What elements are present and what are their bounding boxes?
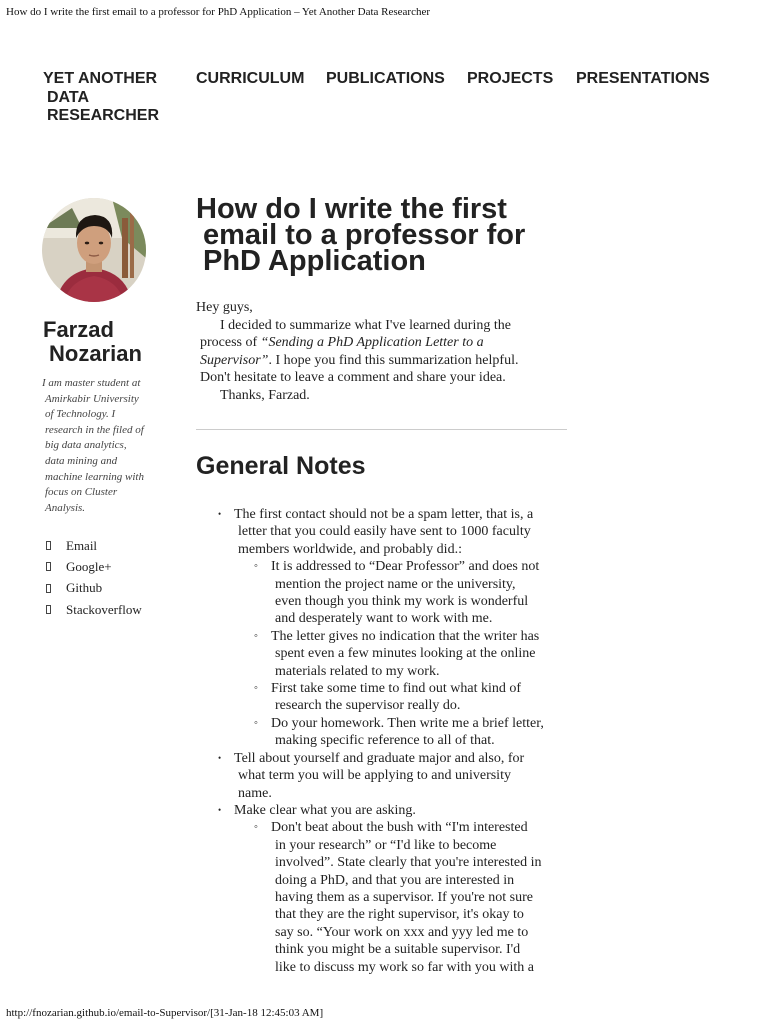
list-item-line: what term you will be applying to and university <box>238 768 511 784</box>
bullet-icon: • <box>218 752 222 763</box>
sub-list-item-line: spent even a few minutes looking at the online <box>275 646 536 662</box>
author-name-line: Nozarian <box>49 341 142 366</box>
sub-list-item-line: Don't beat about the bush with “I'm interested <box>271 820 528 836</box>
list-item-line: The first contact should not be a spam letter, that is, a <box>234 507 534 522</box>
sub-list-item-line: like to discuss my work so far with you with a <box>275 959 534 975</box>
print-header: How do I write the first email to a professor for PhD Application – Yet Another Data Researcher <box>6 6 431 18</box>
author-link-github <box>46 578 142 599</box>
google-plus-icon <box>46 562 51 571</box>
post-title <box>196 193 556 277</box>
sub-list-item-line: in your research” or “I'd like to become <box>275 837 497 853</box>
sub-list-item <box>215 628 575 680</box>
author-bio-line: big data analytics, <box>45 439 127 452</box>
avatar-photo <box>42 198 146 302</box>
author-bio-line: Analysis. <box>45 501 86 514</box>
author-bio-line: I am master student at <box>42 377 141 389</box>
author-bio-line: research in the filed of <box>45 423 144 436</box>
github-link[interactable]: Github <box>66 580 103 596</box>
stackoverflow-link[interactable]: Stackoverflow <box>66 601 142 617</box>
list-item-line: name. <box>238 785 272 801</box>
author-links <box>46 535 142 620</box>
author-name <box>43 318 173 366</box>
circle-bullet-icon: ◦ <box>254 629 258 642</box>
nav-link-curriculum[interactable]: CURRICULUM <box>196 70 305 87</box>
circle-bullet-icon: ◦ <box>254 560 258 573</box>
site-title-line: DATA <box>47 88 90 106</box>
list-item-line: Tell about yourself and graduate major and also, for <box>234 750 525 766</box>
sub-list-item-line: materials related to my work. <box>275 663 440 679</box>
author-bio-line: of Technology. I <box>45 408 116 421</box>
post-title-line: email to a professor for <box>203 219 526 251</box>
bullet-icon: • <box>218 804 222 815</box>
author-link-email <box>46 535 142 556</box>
intro-text: . I hope you find this summarization helpful. <box>268 352 519 368</box>
post-title-line: PhD Application <box>203 245 426 277</box>
list-item <box>215 750 575 802</box>
author-bio-line: data mining and <box>45 454 118 467</box>
intro-emphasis: “Sending a PhD Application Letter to a <box>260 335 484 351</box>
author-link-stackoverflow <box>46 599 142 620</box>
github-icon <box>46 584 51 593</box>
nav-link-publications[interactable]: PUBLICATIONS <box>326 70 445 87</box>
nav-link-presentations[interactable]: PRESENTATIONS <box>576 70 710 87</box>
sub-list-item <box>215 558 575 628</box>
list-item-line: members worldwide, and probably did.: <box>238 541 462 557</box>
circle-bullet-icon: ◦ <box>254 682 258 695</box>
sub-list-item-line: The letter gives no indication that the writer has <box>271 628 540 644</box>
sub-list-item-line: making specific reference to all of that. <box>275 733 495 749</box>
circle-bullet-icon: ◦ <box>254 716 258 729</box>
intro-line <box>196 352 566 370</box>
envelope-icon <box>46 541 51 550</box>
list-item-line: Make clear what you are asking. <box>234 802 416 818</box>
intro-emphasis: Supervisor” <box>200 352 269 368</box>
avatar <box>42 198 146 302</box>
site-title-link[interactable] <box>43 70 173 126</box>
author-name-line: Farzad <box>43 317 114 342</box>
nav-link-projects[interactable]: PROJECTS <box>467 70 554 87</box>
site-title-line: RESEARCHER <box>47 107 160 124</box>
author-bio-line: focus on Cluster <box>45 486 118 499</box>
author-bio-line: machine learning with <box>45 470 144 483</box>
sub-list-item-line: having them as a supervisor. If you're not sure <box>275 889 533 905</box>
divider <box>196 429 567 430</box>
bullet-icon: • <box>218 509 222 519</box>
sub-list-item-line: doing a PhD, and that you are interested in <box>275 872 515 888</box>
list-item <box>215 506 575 558</box>
post-title-line: How do I write the first <box>196 193 507 225</box>
author-bio <box>42 376 162 516</box>
sub-list-item-line: say so. “Your work on xxx and yyy led me to <box>275 924 529 940</box>
author-link-googleplus <box>46 556 142 577</box>
section-heading: General Notes <box>196 452 366 480</box>
sub-list-item-line: Do your homework. Then write me a brief letter, <box>271 715 544 731</box>
stackoverflow-icon <box>46 605 51 614</box>
intro-line <box>196 334 566 352</box>
intro-line: Don't hesitate to leave a comment and share your idea. <box>200 370 506 386</box>
print-footer: http://fnozarian.github.io/email-to-Supervisor/[31-Jan-18 12:45:03 AM] <box>6 1007 324 1019</box>
sub-list-item-line: think you might be a suitable supervisor. I'd <box>275 942 521 958</box>
sub-list-item-line: that they are the right supervisor, it's okay to <box>275 907 524 923</box>
site-title-line: YET ANOTHER <box>43 70 158 87</box>
post-intro <box>196 299 566 405</box>
email-link[interactable]: Email <box>66 537 98 553</box>
google-plus-link[interactable]: Google+ <box>66 558 112 574</box>
sub-list-item-line: even though you think my work is wonderful <box>275 594 529 610</box>
intro-line: I decided to summarize what I've learned during the <box>220 317 511 333</box>
intro-text: process of <box>200 335 261 351</box>
general-notes-list <box>215 506 575 976</box>
circle-bullet-icon: ◦ <box>254 821 258 834</box>
sub-list-item-line: It is addressed to “Dear Professor” and does not <box>271 559 540 575</box>
sub-list-item <box>215 715 575 750</box>
intro-greeting: Hey guys, <box>196 300 253 315</box>
list-item-line: letter that you could easily have sent to 1000 faculty <box>238 524 531 540</box>
sub-list-item-line: and desperately want to work with me. <box>275 611 493 627</box>
sub-list-item-line: research the supervisor really do. <box>275 698 461 714</box>
sub-list-item <box>215 819 575 976</box>
sub-list-item-line: involved”. State clearly that you're interested in <box>275 855 542 871</box>
sub-list-item-line: mention the project name or the university, <box>275 576 516 592</box>
author-bio-line: Amirkabir University <box>45 392 139 405</box>
sub-list-item <box>215 680 575 715</box>
list-item <box>215 802 575 819</box>
intro-signoff: Thanks, Farzad. <box>220 387 310 403</box>
sub-list-item-line: First take some time to find out what kind of <box>271 681 522 697</box>
